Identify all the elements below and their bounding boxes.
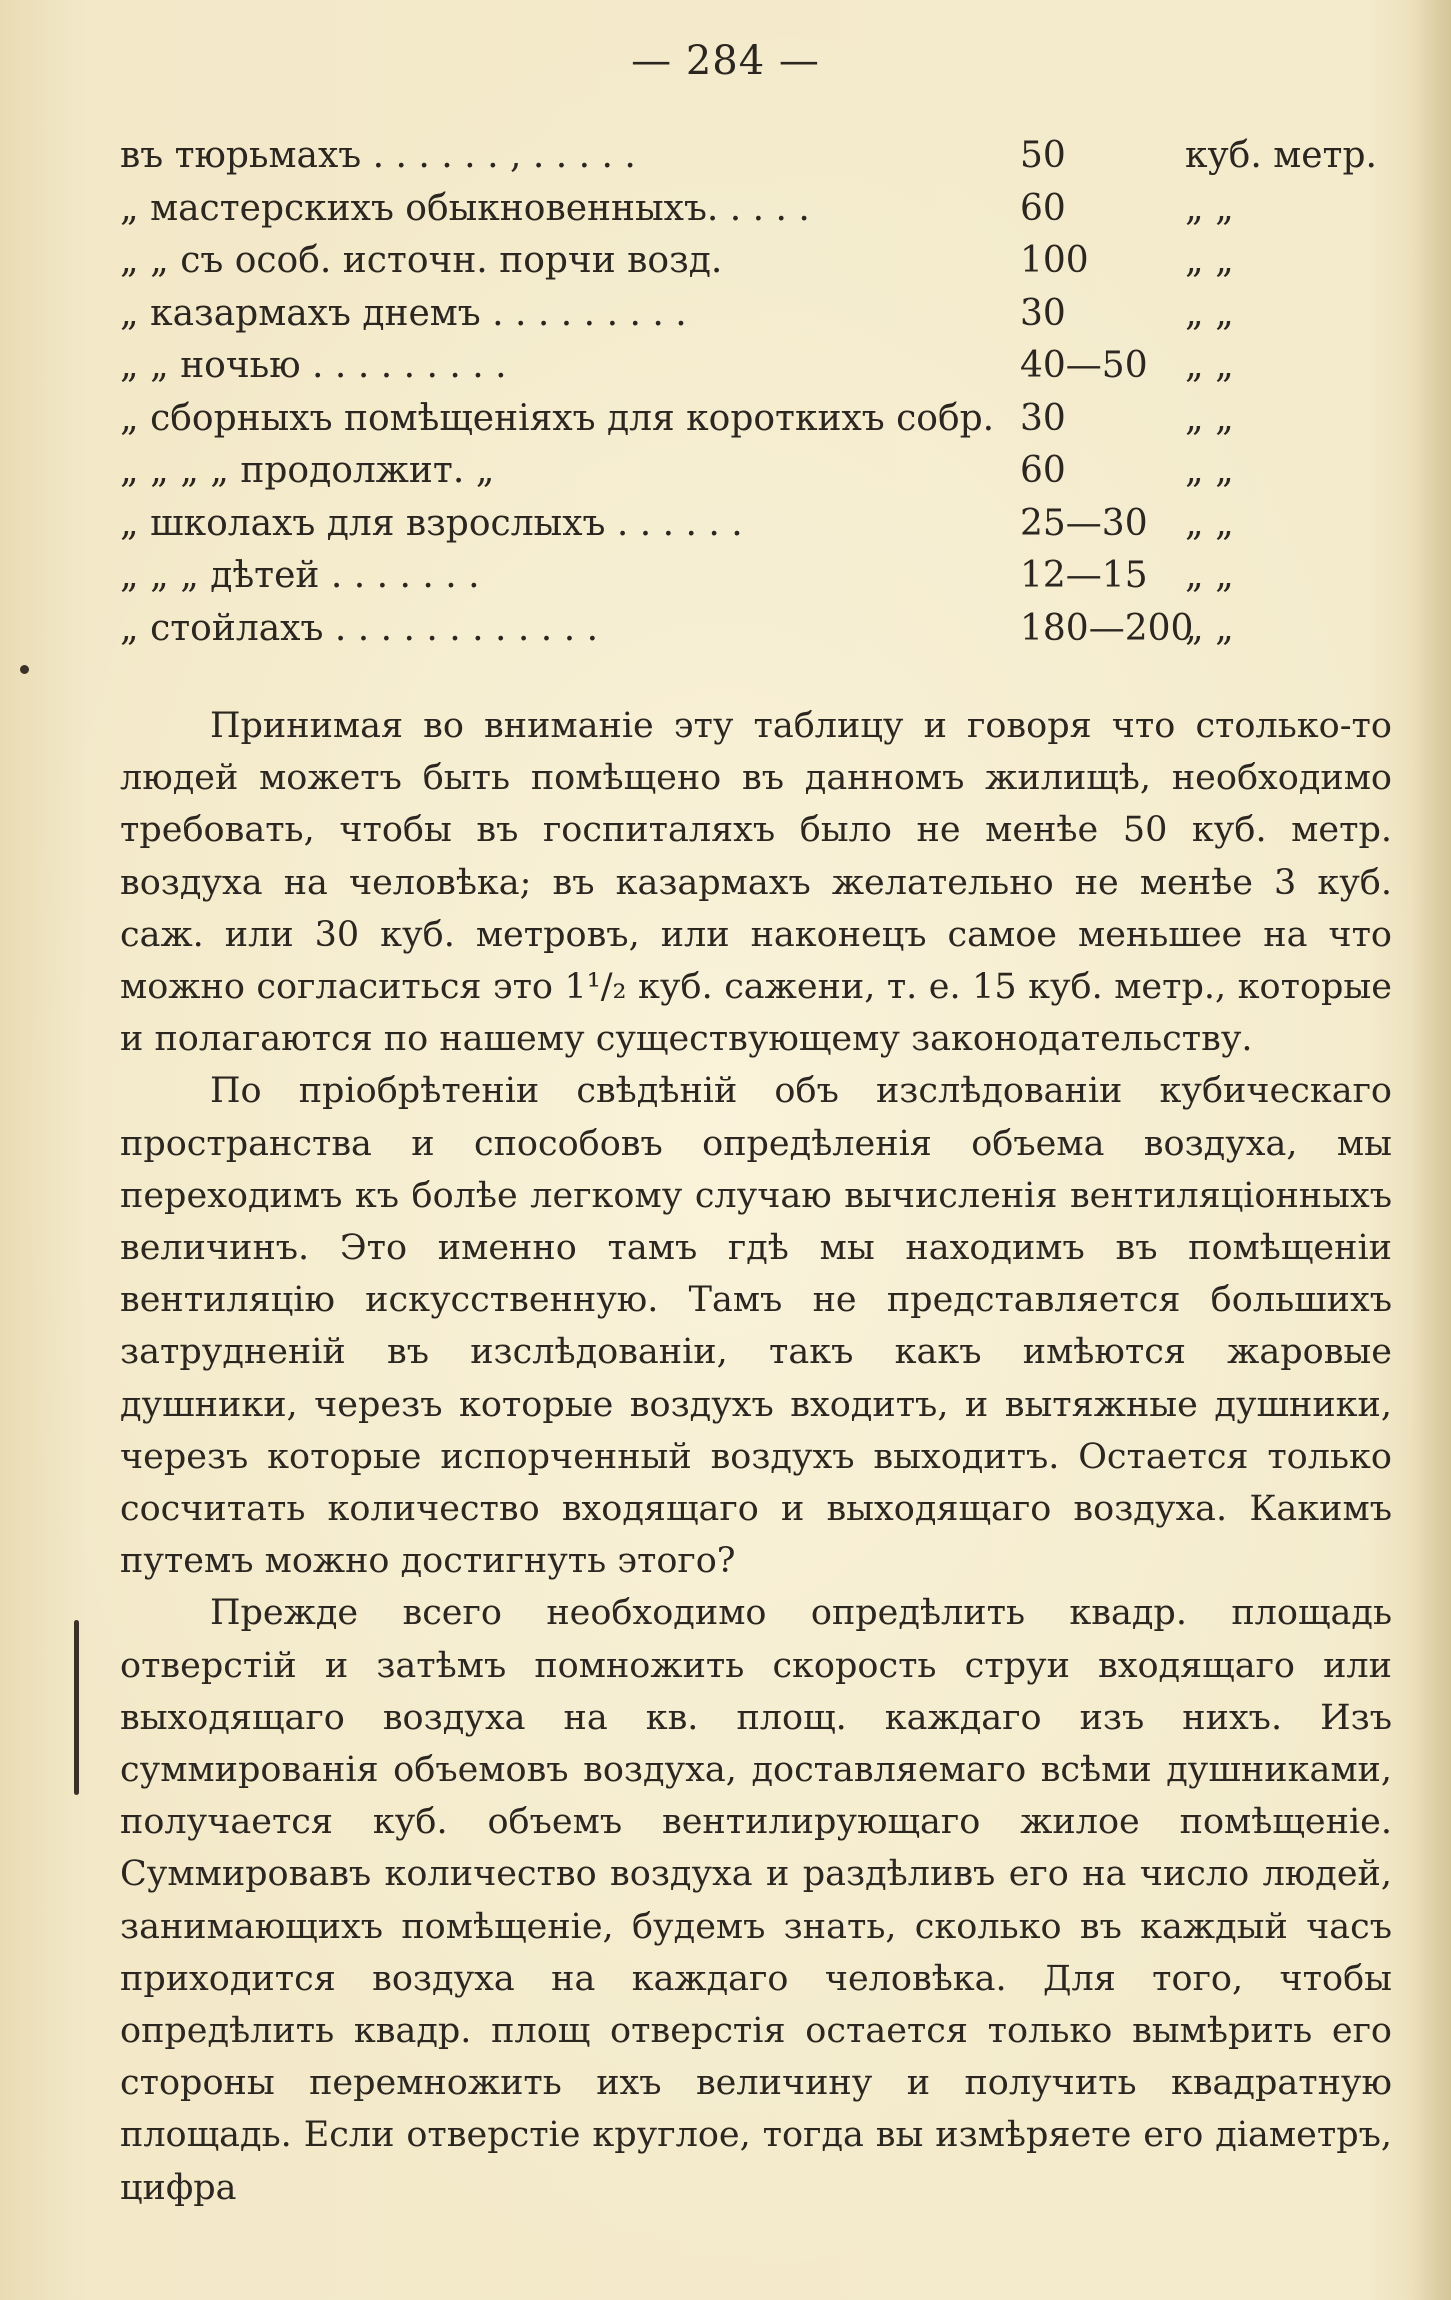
row-unit: „ „ — [1185, 345, 1234, 386]
row-label: „ сборныхъ помѣщеніяхъ для короткихъ собр. — [120, 397, 995, 439]
row-label: „ „ съ особ. источн. порчи возд. — [120, 240, 723, 281]
table-row — [120, 445, 1400, 498]
row-value: 60 — [1020, 187, 1066, 229]
row-label: „ стойлахъ . . . . . . . . . . . . — [120, 607, 599, 649]
paragraph: По пріобрѣтеніи свѣдѣній объ изслѣдованіи кубическаго пространства и способовъ опредѣленія объема воздуха, мы переходимъ къ болѣе легкому случаю вычисленія вентиляціонныхъ величинъ. Это именно тамъ гдѣ мы находимъ въ помѣщеніи вентиляцію искусственную. Тамъ не представляется большихъ затрудненій въ изслѣдованіи, такъ какъ имѣются жаровые душники, черезъ которые воздухъ входитъ, и вытяжные душники, черезъ которые испорченный воздухъ выходитъ. Остается только сосчитать количество входящаго и выходящаго воздуха. Какимъ путемъ можно достигнуть этого? — [120, 1071, 1392, 1582]
row-value: 40—50 — [1020, 345, 1148, 386]
row-unit: „ „ — [1185, 240, 1234, 281]
row-value: 30 — [1020, 397, 1066, 439]
table-row — [120, 130, 1400, 183]
row-unit: „ „ — [1185, 292, 1234, 334]
row-unit: „ „ — [1185, 555, 1234, 596]
row-label: „ мастерскихъ обыкновенныхъ. . . . . — [120, 187, 810, 229]
row-value: 25—30 — [1020, 502, 1148, 544]
paragraph: Принимая во вниманіе эту таблицу и говоря что столько-то людей можетъ быть помѣщено въ данномъ жилищѣ, необходимо требовать, чтобы въ госпиталяхъ было не менѣе 50 куб. метр. воздуха на человѣка; въ казармахъ желательно не менѣе 3 куб. саж. или 30 куб. метровъ, или наконецъ самое меньшее на что можно согласиться это 1¹/₂ куб. сажени, т. е. 15 куб. метр., которые и полагаются по нашему существующему законодательству. — [120, 706, 1392, 1060]
row-unit: „ „ — [1185, 187, 1234, 229]
row-value: 50 — [1020, 135, 1066, 176]
row-label: „ казармахъ днемъ . . . . . . . . . — [120, 292, 687, 334]
paragraph: Прежде всего необходимо опредѣлить квадр. площадь отверстій и затѣмъ помножить скорость струи входящаго или выходящаго воздуха на кв. площ. каждаго изъ нихъ. Изъ суммированія объемовъ воздуха, доставляемаго всѣми душниками, получается куб. объемъ вентилирующаго жилое помѣщеніе. Суммировавъ количество воздуха и раздѣливъ его на число людей, занимающихъ помѣщеніе, будемъ знать, сколько въ каждый часъ приходится воздуха на каждаго человѣка. Для того, чтобы опредѣлить квадр. площ отверстія остается только вымѣрить его стороны перемножить ихъ величину и получить квадратную площадь. Если отверстіе круглое, тогда вы измѣряете его діаметръ, цифра — [120, 1593, 1392, 2208]
row-value: 100 — [1020, 240, 1089, 281]
row-value: 60 — [1020, 450, 1066, 491]
table-row — [120, 288, 1400, 341]
table-row — [120, 498, 1400, 551]
page-number: — 284 — — [631, 38, 820, 84]
table-row — [120, 393, 1400, 446]
table-row — [120, 183, 1400, 236]
row-label: „ „ „ дѣтей . . . . . . . — [120, 555, 480, 596]
table-row — [120, 603, 1400, 656]
row-value: 12—15 — [1020, 555, 1148, 596]
table-row — [120, 235, 1400, 288]
row-unit: „ „ — [1185, 607, 1234, 649]
row-label: въ тюрьмахъ . . . . . . , . . . . . — [120, 135, 636, 176]
row-unit: куб. метр. — [1185, 135, 1377, 176]
row-unit: „ „ — [1185, 502, 1234, 544]
table-row — [120, 340, 1400, 393]
row-label: „ „ ночью . . . . . . . . . — [120, 345, 507, 386]
row-label: „ школахъ для взрослыхъ . . . . . . — [120, 502, 743, 544]
row-label: „ „ „ „ продолжит. „ — [120, 450, 495, 491]
page-fold-shadow — [1411, 0, 1451, 2300]
margin-pencil-mark — [74, 1620, 79, 1795]
table-row — [120, 550, 1400, 603]
air-volume-table — [120, 130, 1400, 655]
row-unit: „ „ — [1185, 450, 1234, 491]
row-value: 30 — [1020, 292, 1066, 334]
row-unit: „ „ — [1185, 397, 1234, 439]
row-value: 180—200 — [1020, 607, 1194, 649]
margin-dot-mark — [20, 665, 29, 674]
body-text — [120, 700, 1392, 2214]
